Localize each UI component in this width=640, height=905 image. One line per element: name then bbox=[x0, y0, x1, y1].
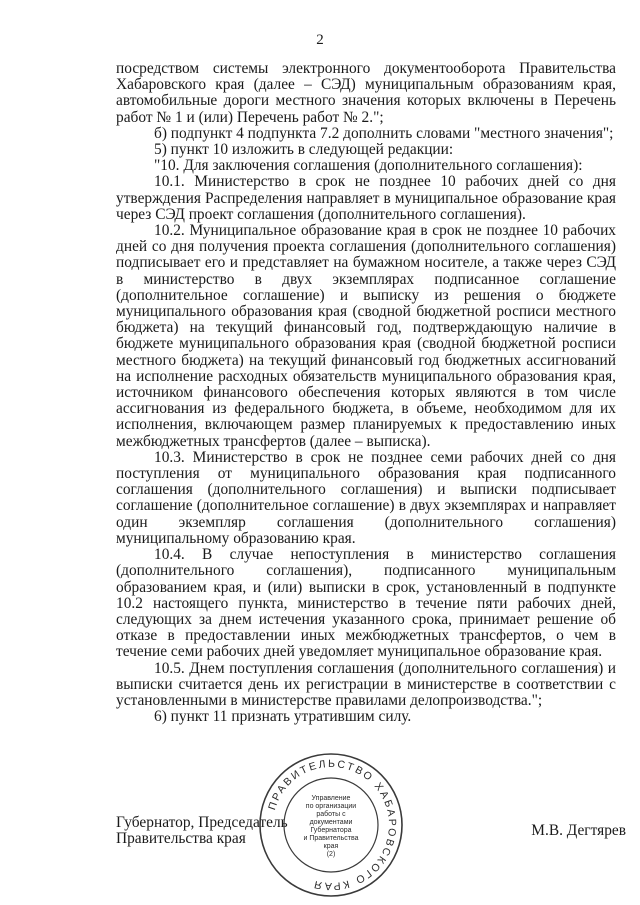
stamp-line: края bbox=[323, 843, 339, 850]
signatory-name: М.В. Дегтярев bbox=[531, 822, 626, 839]
stamp-line: работы с документами bbox=[309, 811, 353, 826]
paragraph: 10.3. Министерство в срок не позднее семи рабочих дней со дня поступления от муниципального образования края подписанного соглашения (дополнительного соглашения) и выписки подписывает соглашение (дополнительное соглашение) в двух экземплярах и направляет один экземпляр соглашения (дополнительного соглашения) муниципальному образованию края. bbox=[116, 448, 616, 547]
paragraph: 5) пункт 10 изложить в следующей редакции: bbox=[154, 141, 454, 159]
stamp-center-text bbox=[299, 795, 363, 859]
paragraph: 10.4. В случае непоступления в министерство соглашения (дополнительного соглашения), подписанного муниципальным образованием края, и (или) выписки в срок, установленный в подпункте 10.2 настоящего пункта, министерство в течение пяти рабочих дней, следующих за днем истечения указанного срока, принимает решение об отказе в предоставлении иных межбюджетных трансфертов, о чем в течение семи рабочих дней уведомляет муниципальное образование края. bbox=[116, 546, 616, 661]
paragraph: 6) пункт 11 признать утратившим силу. bbox=[154, 708, 412, 726]
document-body bbox=[116, 61, 616, 725]
stamp-line: (2) bbox=[326, 851, 336, 858]
paragraph: посредством системы электронного документооборота Правительства Хабаровского края (далее – СЭД) муниципальным образованиям края, автомобильные дороги местного значения которых включены в Перечень работ № 1 и (или) Перечень работ № 2."; bbox=[116, 60, 616, 126]
stamp-line: по организации bbox=[305, 803, 357, 810]
paragraph: б) подпункт 4 подпункта 7.2 дополнить словами "местного значения"; bbox=[154, 124, 614, 142]
paragraph: 10.1. Министерство в срок не позднее 10 рабочих дней со дня утверждения Распределения направляет в муниципальное образование края через СЭД проект соглашения (дополнительного соглашения). bbox=[116, 173, 616, 223]
stamp-ring-text: ПРАВИТЕЛЬСТВО ХАБАРОВСКОГО КРАЯ bbox=[266, 757, 399, 893]
paragraph: "10. Для заключения соглашения (дополнительного соглашения): bbox=[154, 157, 583, 175]
stamp-line: Управление bbox=[311, 795, 351, 802]
stamp-line: и Правительства bbox=[303, 835, 359, 842]
stamp-line: Губернатора bbox=[310, 827, 352, 834]
official-stamp bbox=[256, 750, 406, 900]
page-number: 2 bbox=[316, 32, 324, 48]
signatory-title-line: Губернатор, Председатель bbox=[116, 814, 288, 831]
signatory-title-line: Правительства края bbox=[116, 830, 246, 847]
paragraph: 10.5. Днем поступления соглашения (дополнительного соглашения) и выписки считается день их регистрации в министерстве в соответствии с установленными в министерстве правилами делопроизводства."; bbox=[116, 659, 616, 709]
paragraph: 10.2. Муниципальное образование края в срок не позднее 10 рабочих дней со дня получения проекта соглашения (дополнительного соглашения) подписывает его и представляет на бумажном носителе, а также через СЭД в министерство в двух экземплярах подписанное соглашение (дополнительное соглашение) и выписку из решения о бюджете муниципального образования края (сводной бюджетной росписи местного бюджета) на текущий финансовый год, подтверждающую наличие в бюджете муниципального образования края (сводной бюджетной росписи местного бюджета) на текущий финансовый год бюджетных ассигнований на исполнение расходных обязательств муниципального образования края, источником финансового обеспечения которых являются в том числе ассигнования из федерального бюджета, в объеме, необходимом для их исполнения, включающем размер планируемых к предоставлению иных межбюджетных трансфертов (далее – выписка). bbox=[116, 222, 616, 450]
